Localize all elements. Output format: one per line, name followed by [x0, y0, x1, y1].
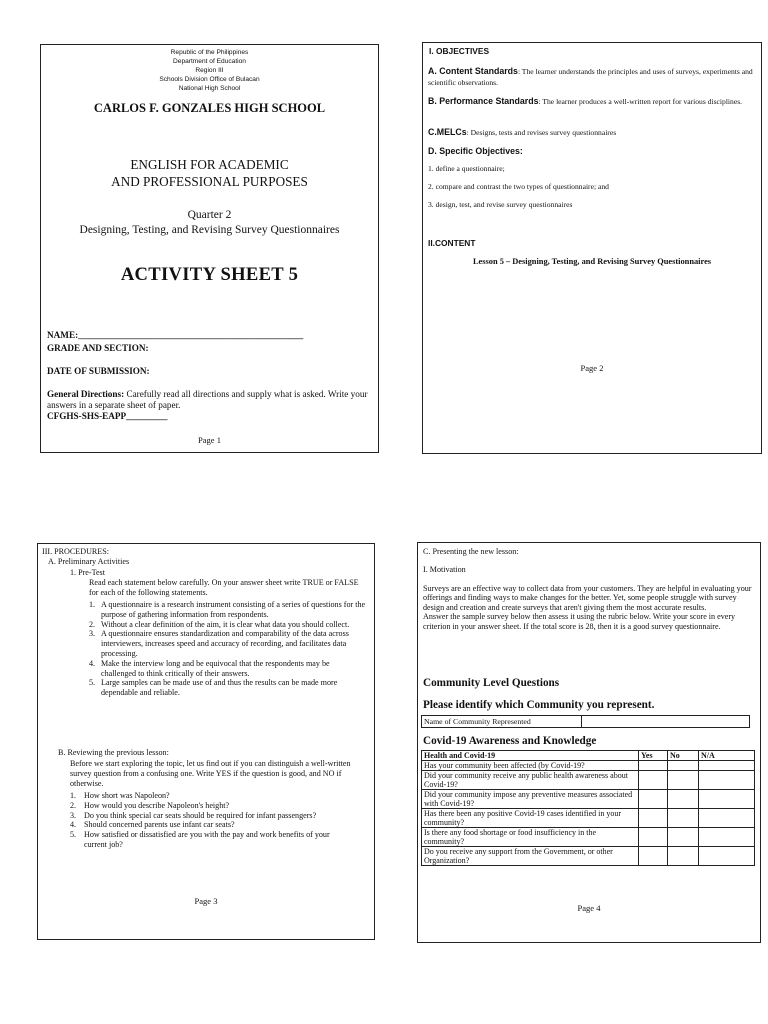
na-cell[interactable] — [699, 790, 755, 809]
review-list — [70, 791, 354, 850]
paragraph-1: Surveys are an effective way to collect data from your customers. They are helpful in evaluating your offerings and finding ways to make changes for the better. Yet, some people struggle with survey design and creation and create surveys that aren't giving them the most accurate results. — [423, 584, 752, 612]
paragraph-2: Answer the sample survey below then assess it using the rubric below. Write your score in every criterion in your answer sheet. If the total score is 28, then it is a good survey questionnaire. — [423, 612, 736, 631]
header-line: Region III — [195, 66, 224, 74]
page-number: Page 3 — [194, 896, 218, 906]
page-number: Page 2 — [580, 363, 604, 373]
column-header: Yes — [639, 751, 668, 761]
page-number: Page 4 — [577, 903, 601, 913]
general-directions — [47, 389, 370, 411]
melcs-label: C.MELCs — [428, 127, 467, 137]
no-cell[interactable] — [668, 790, 699, 809]
objectives-heading: I. OBJECTIVES — [429, 46, 490, 56]
item-text: Do you think special car seats should be required for infant passengers? — [84, 810, 317, 820]
item-number: 1. — [70, 791, 77, 800]
na-cell[interactable] — [699, 761, 755, 771]
preliminary-heading: A. Preliminary Activities — [48, 557, 130, 566]
review-intro: Before we start exploring the topic, let us find out if you can distinguish a well-written survey question from a confusing one. Write YES if the question is good, and NO if otherwise. — [70, 759, 351, 788]
column-header: Health and Covid-19 — [422, 751, 639, 761]
item-text: Should concerned parents use infant car seats? — [84, 820, 235, 830]
subject-title — [41, 156, 378, 190]
page-2 — [422, 42, 762, 454]
pretest-item — [89, 659, 366, 679]
item-text: How would you describe Napoleon's height? — [84, 800, 230, 810]
pretest-item — [89, 678, 366, 698]
content-heading: II.CONTENT — [428, 238, 476, 248]
table-row — [422, 828, 755, 847]
table-row — [422, 809, 755, 828]
header-lines — [41, 49, 378, 94]
item-number: 4. — [89, 658, 96, 668]
page-3 — [37, 543, 375, 940]
activity-title: ACTIVITY SHEET 5 — [120, 264, 299, 285]
column-header: N/A — [699, 751, 755, 761]
yes-cell[interactable] — [639, 809, 668, 828]
column-header: No — [668, 751, 699, 761]
code-field: CFGHS-SHS-EAPP_________ — [47, 411, 168, 421]
yes-cell[interactable] — [639, 761, 668, 771]
name-cell-input[interactable] — [582, 716, 750, 728]
survey-table — [421, 750, 755, 866]
pretest-item — [89, 600, 366, 620]
presenting-heading: C. Presenting the new lesson: — [423, 547, 519, 556]
pretest-heading: 1. Pre-Test — [70, 568, 105, 577]
item-text: Large samples can be made use of and thus the results can be made more dependable and reliable. — [101, 678, 338, 698]
header-line: National High School — [178, 84, 241, 92]
table-row — [422, 771, 755, 790]
na-cell[interactable] — [699, 847, 755, 866]
na-cell[interactable] — [699, 828, 755, 847]
page-4 — [417, 542, 761, 943]
motivation-paragraph — [423, 584, 752, 631]
item-text: A questionnaire is a research instrument consisting of a series of questions for the purpose of gathering information from respondents. — [101, 600, 366, 619]
content-standards-text: : The learner understands the principles and uses of surveys, experiments and scientific observations. — [428, 67, 753, 87]
pretest-instructions: Read each statement below carefully. On your answer sheet write TRUE or FALSE for each of the following statements. — [89, 578, 359, 597]
item-number: 2. — [89, 619, 96, 629]
yes-cell[interactable] — [639, 771, 668, 790]
review-item — [70, 791, 354, 801]
pretest-item — [89, 629, 366, 658]
name-field: NAME:_________________________________________________ — [47, 330, 304, 340]
no-cell[interactable] — [668, 828, 699, 847]
item-text: Without a clear definition of the aim, it is clear what data you should collect. — [101, 619, 350, 629]
item-text: A questionnaire ensures standardization and comparability of the data across interviewers, increases speed and accuracy of recording, and facilitates data processing. — [101, 629, 349, 658]
header-line: Republic of the Philippines — [170, 49, 249, 56]
item-text: How short was Napoleon? — [84, 791, 170, 800]
community-name-table — [421, 715, 750, 728]
community-heading: Community Level Questions — [423, 677, 560, 689]
table-row — [422, 716, 750, 728]
item-number: 5. — [70, 830, 77, 840]
no-cell[interactable] — [668, 761, 699, 771]
topic: Designing, Testing, and Revising Survey Questionnaires — [79, 223, 340, 236]
subject-line: ENGLISH FOR ACADEMIC — [130, 157, 289, 172]
item-text: How satisfied or dissatisfied are you with the pay and work benefits of your current job? — [84, 830, 330, 849]
question-cell: Do you receive any support from the Government, or other Organization? — [422, 847, 639, 866]
question-cell: Did your community impose any preventive measures associated with Covid-19? — [422, 790, 639, 809]
pretest-item — [89, 620, 366, 630]
performance-standards — [428, 96, 755, 107]
no-cell[interactable] — [668, 847, 699, 866]
objective-item: 3. design, test, and revise survey questionnaires — [428, 200, 573, 209]
date-field: DATE OF SUBMISSION: — [47, 366, 150, 376]
yes-cell[interactable] — [639, 790, 668, 809]
identify-heading: Please identify which Community you represent. — [423, 699, 655, 711]
na-cell[interactable] — [699, 809, 755, 828]
item-number: 1. — [89, 600, 96, 609]
page-number: Page 1 — [198, 435, 221, 445]
quarter: Quarter 2 — [187, 209, 232, 221]
question-cell: Has your community been affected (by Covid-19? — [422, 761, 639, 771]
specific-objectives-label: D. Specific Objectives: — [428, 146, 523, 156]
name-cell-label: Name of Community Represented — [422, 716, 582, 728]
table-row — [422, 790, 755, 809]
table-row — [422, 761, 755, 771]
review-heading: B. Reviewing the previous lesson: — [58, 748, 169, 757]
table-header-row — [422, 751, 755, 761]
question-cell: Is there any food shortage or food insufficiency in the community? — [422, 828, 639, 847]
review-item — [70, 820, 354, 830]
objective-item: 2. compare and contrast the two types of questionnaire; and — [428, 182, 609, 191]
subject-line: AND PROFESSIONAL PURPOSES — [111, 174, 308, 189]
yes-cell[interactable] — [639, 847, 668, 866]
motivation-heading: I. Motivation — [423, 565, 466, 574]
table-row — [422, 847, 755, 866]
item-number: 3. — [70, 810, 77, 820]
procedures-heading: III. PROCEDURES: — [42, 547, 110, 556]
yes-cell[interactable] — [639, 828, 668, 847]
item-number: 2. — [70, 800, 77, 810]
na-cell[interactable] — [699, 771, 755, 790]
lesson-title: Lesson 5 – Designing, Testing, and Revising Survey Questionnaires — [472, 257, 712, 266]
school-name: CARLOS F. GONZALES HIGH SCHOOL — [93, 101, 326, 115]
covid-heading: Covid-19 Awareness and Knowledge — [423, 735, 597, 747]
question-cell: Has there been any positive Covid-19 cases identified in your community? — [422, 809, 639, 828]
objective-item: 1. define a questionnaire; — [428, 164, 505, 173]
question-cell: Did your community receive any public health awareness about Covid-19? — [422, 771, 639, 790]
quarter-block — [41, 208, 378, 237]
pretest-list — [89, 600, 366, 698]
performance-standards-label: B. Performance Standards — [428, 96, 539, 106]
directions-label: General Directions: — [47, 389, 125, 399]
item-number: 5. — [89, 678, 96, 688]
melcs-text: : Designs, tests and revises survey questionnaires — [466, 128, 617, 137]
directions-text: Carefully read all directions and supply what is asked. Write your answers in a separate sheet of paper. — [47, 389, 368, 410]
content-standards — [428, 66, 755, 88]
review-item — [70, 811, 354, 821]
item-number: 3. — [89, 629, 96, 639]
content-standards-label: A. Content Standards — [428, 66, 518, 76]
item-number: 4. — [70, 820, 77, 830]
performance-standards-text: : The learner produces a well-written report for various disciplines. — [538, 97, 743, 106]
melcs — [428, 127, 755, 138]
review-item — [70, 801, 354, 811]
no-cell[interactable] — [668, 771, 699, 790]
grade-field: GRADE AND SECTION: — [47, 343, 149, 353]
header-line: Schools Division Office of Bulacan — [159, 75, 260, 83]
page-1 — [40, 44, 379, 453]
item-text: Make the interview long and be equivocal that the respondents may be challenged to think critically of their answers. — [101, 658, 330, 678]
review-item — [70, 830, 354, 850]
no-cell[interactable] — [668, 809, 699, 828]
header-line: Department of Education — [173, 57, 246, 65]
